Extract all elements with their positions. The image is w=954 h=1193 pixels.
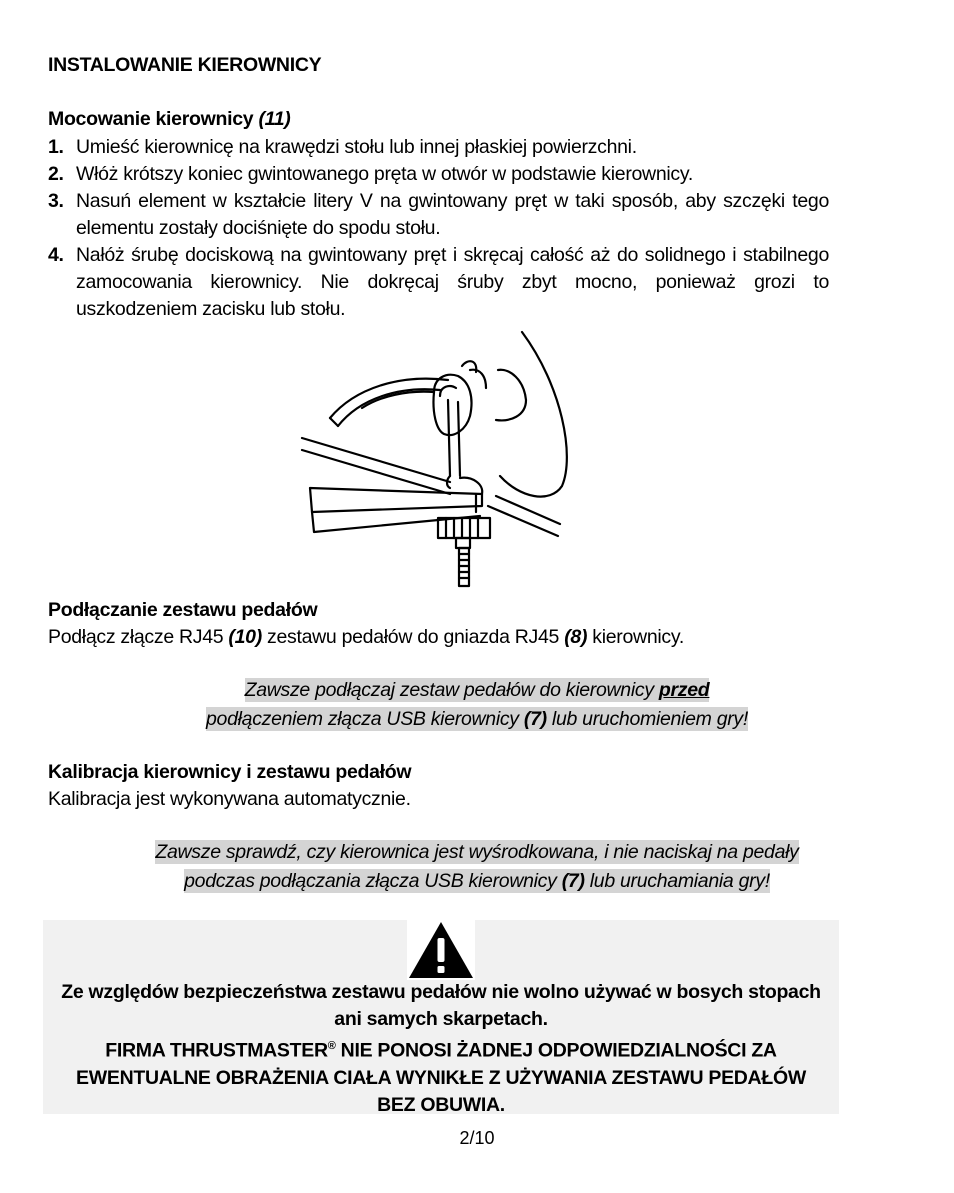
pedals-note-line1-text: Zawsze podłączaj zestaw pedałów do kierownicy [244,679,659,701]
warning-line-3 [43,1033,839,1065]
pedals-text-b: zestawu pedałów do gniazda RJ45 [261,626,565,648]
warning-line-5: BEZ OBUWIA. [377,1093,505,1116]
warning-line-3-b: NIE PONOSI ŻADNEJ ODPOWIEDZIALNOŚCI ZA [335,1039,777,1062]
list-item [48,161,829,188]
step-number: 4. [48,244,64,266]
pedals-note-line1 [245,678,710,702]
warning-line-3-a: FIRMA THRUSTMASTER [105,1039,328,1062]
mounting-steps-list [48,134,829,323]
mounting-heading-text: Mocowanie kierownicy [48,108,254,130]
calibration-note-ref: (7) [561,870,585,892]
safety-warning-text [43,979,839,1119]
pedals-note-line2-text-a: podłączeniem złącza USB kierownicy [205,708,524,730]
calibration-heading: Kalibracja kierownicy i zestawu pedałów [48,761,412,783]
page-number: 2/10 [459,1128,495,1148]
pedals-ref-a: (10) [228,626,262,648]
step-text: Umieść kierownicę na krawędzi stołu lub innej płaskiej powierzchni. [76,136,637,158]
list-item [48,242,829,323]
pedals-note [0,676,954,734]
step-number: 2. [48,163,64,185]
page-title: INSTALOWANIE KIEROWNICY [48,54,322,76]
registered-mark: ® [327,1040,336,1052]
pedals-note-emphasis: przed [658,679,710,701]
calibration-note [0,838,954,896]
warning-line-4: EWENTUALNE OBRAŻENIA CIAŁA WYNIKŁE Z UŻYWANIA ZESTAWU PEDAŁÓW [76,1066,806,1089]
clamp-illustration [300,326,580,590]
pedals-text-a: Podłącz złącze RJ45 [48,626,229,648]
list-item [48,134,829,161]
calibration-note-line2-text-a: podczas podłączania złącza USB kierownicy [184,870,562,892]
pedals-note-line2 [206,707,748,731]
mounting-heading-ref: (11) [258,108,291,130]
warning-triangle-icon [407,920,475,980]
list-item [48,188,829,242]
step-text: Nasuń element w kształcie litery V na gwintowany pręt w taki sposób, aby szczęki tego elementu zostały dociśnięte do spodu stołu. [76,190,829,239]
warning-line-1: Ze względów bezpieczeństwa zestawu pedałów nie wolno używać w bosych stopach [61,981,821,1003]
pedals-ref-b: (8) [564,626,588,648]
pedals-note-line2-text-b: lub uruchomieniem gry! [546,708,749,730]
step-number: 3. [48,190,64,212]
calibration-note-line2 [184,869,770,893]
calibration-note-line2-text-b: lub uruchamiania gry! [584,870,770,892]
step-number: 1. [48,136,64,158]
step-text: Nałóż śrubę dociskową na gwintowany pręt i skręcaj całość aż do solidnego i stabilnego zamocowania kierownicy. Nie dokręcaj śruby zbyt mocno, ponieważ grozi to uszkodzeniem zacisku lub stołu. [76,244,829,320]
warning-triangle-icon-graphic [407,920,475,980]
pedals-text-c: kierownicy. [587,626,684,648]
pedals-heading: Podłączanie zestawu pedałów [48,599,318,621]
calibration-note-line1: Zawsze sprawdź, czy kierownica jest wyśrodkowana, i nie naciskaj na pedały [155,841,799,863]
warning-line-2: ani samych skarpetach. [334,1008,548,1030]
pedals-note-ref: (7) [523,708,547,730]
calibration-text: Kalibracja jest wykonywana automatycznie. [48,788,411,810]
pedals-instruction [48,626,684,649]
step-text: Włóż krótszy koniec gwintowanego pręta w otwór w podstawie kierownicy. [76,163,693,185]
mounting-heading [48,108,290,131]
